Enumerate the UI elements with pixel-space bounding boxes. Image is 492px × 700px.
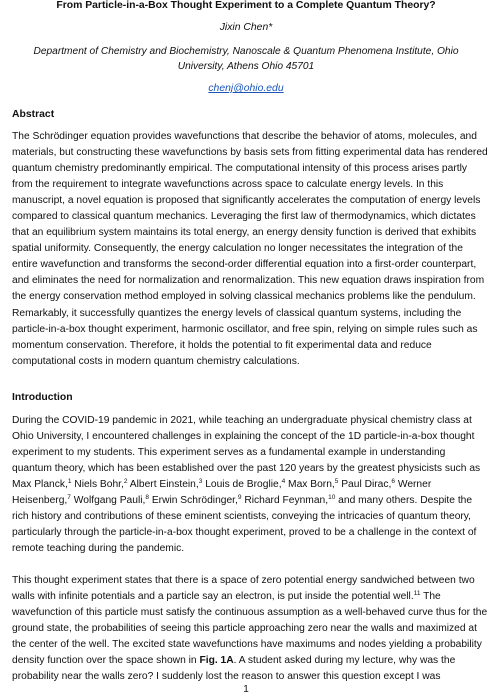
citation-ref: 11 <box>413 590 421 598</box>
physicist-name: Paul Dirac, <box>338 479 392 491</box>
author-affiliation: Department of Chemistry and Biochemistry, Nanoscale & Quantum Phenomena Institute, Ohio University, Athens Ohio 45701 <box>33 46 459 72</box>
physicist-name: Max Born, <box>285 479 335 491</box>
citation-ref: 2 <box>123 478 128 486</box>
physicist-name: Erwin Schrödinger, <box>148 495 238 507</box>
citation-ref: 10 <box>328 494 336 502</box>
intro-paragraph-1 <box>12 413 488 557</box>
author-name: Jixin Chen* <box>219 22 273 33</box>
intro-p2-part1: This thought experiment states that there is a space of zero potential energy sandwiched between two walls with infinite potentials and a particle say an electron, is put inside the potential well. <box>12 575 475 603</box>
email-link[interactable]: chenj@ohio.edu <box>208 83 284 94</box>
abstract-paragraph: The Schrödinger equation provides wavefunctions that describe the behavior of atoms, molecules, and materials, but constructing these wavefunctions by basis sets from fitting experimental data has rendered quantum chemistry predominantly empirical. The computational intensity of this process arises partly from the requirement to integrate wavefunctions across space to calculate energy levels. In this manuscript, a novel equation is proposed that significantly accelerates the computation of energy levels compared to classical quantum mechanics. Leveraging the first law of thermodynamics, which dictates that an equilibrium system maintains its total energy, an energy density function is derived that exhibits spatial uniformity. Consequently, the energy calculation no longer necessitates the integration of the entire wavefunction and transforms the second-order differential equation into a first-order counterpart, and eliminates the need for normalization and renormalization. This new equation draws inspiration from the energy conservation method employed in solving classical mechanics problems like the pendulum. Remarkably, it successfully quantizes the energy levels of classical quantum systems, including the particle-in-a-box thought experiment, harmonic oscillator, and free spin, relying on simple rules such as momentum conservation. Therefore, it holds the potential to fit experimental data and reduce computational costs in modern quantum chemistry calculations. <box>12 131 488 367</box>
page-number: 1 <box>243 684 249 695</box>
physicist-name: Albert Einstein, <box>127 479 199 491</box>
intro-paragraph-2 <box>12 573 488 685</box>
abstract-heading: Abstract <box>12 109 55 120</box>
citation-ref: 4 <box>281 478 286 486</box>
introduction-body-2 <box>12 573 488 685</box>
citation-ref: 3 <box>198 478 203 486</box>
physicist-name: Louis de Broglie, <box>202 479 282 491</box>
intro-p2-part3: . A student asked during my lecture, why was the probability near the walls zero? I suddenly lost the reason to answer this question except I was <box>12 655 456 683</box>
figure-reference: Fig. 1A <box>199 655 234 667</box>
citation-ref: 6 <box>391 478 395 486</box>
paper-title: From Particle-in-a-Box Thought Experiment to a Complete Quantum Theory? <box>56 0 436 11</box>
introduction-body <box>12 413 488 557</box>
physicist-name: Werner Heisenberg, <box>12 479 432 507</box>
physicist-name: Wolfgang Pauli, <box>70 495 146 507</box>
citation-ref: 8 <box>145 494 149 502</box>
citation-ref: 5 <box>334 478 339 486</box>
intro-p1-lead: During the COVID-19 pandemic in 2021, while teaching an undergraduate physical chemistry class at Ohio University, I encountered challenges in explaining the concept of the 1D particle-in-a-box thought experiment to my students. This experiment serves as a fundamental example in understanding quantum theory, which has been established over the past 120 years by the greatest physicists such as <box>12 415 481 475</box>
physicist-name: Niels Bohr, <box>71 479 124 491</box>
physicist-name: Max Planck, <box>12 479 68 491</box>
introduction-heading: Introduction <box>12 392 73 403</box>
author-email <box>0 83 492 95</box>
intro-p1-tail: and many others. Despite the rich history and contributions of these eminent scientists, conveying the intricacies of quantum theory, particularly through the particle-in-a-box thought experiment, proved to be a challenge in the context of remote teaching during the pandemic. <box>12 495 477 555</box>
physicist-name: Richard Feynman, <box>241 495 329 507</box>
citation-ref: 1 <box>67 478 72 486</box>
citation-ref: 7 <box>67 494 71 502</box>
intro-p2-part2: The wavefunction of this particle must satisfy the continuous assumption as a well-behaved curve thus for the ground state, the probabilities of seeing this particle approaching zero near the walls and maximized at the center of the well. The excited state wavefunctions have maximums and nodes yielding a probability density function over the space shown in <box>12 591 488 667</box>
abstract-body <box>12 129 488 370</box>
citation-ref: 9 <box>237 494 242 502</box>
